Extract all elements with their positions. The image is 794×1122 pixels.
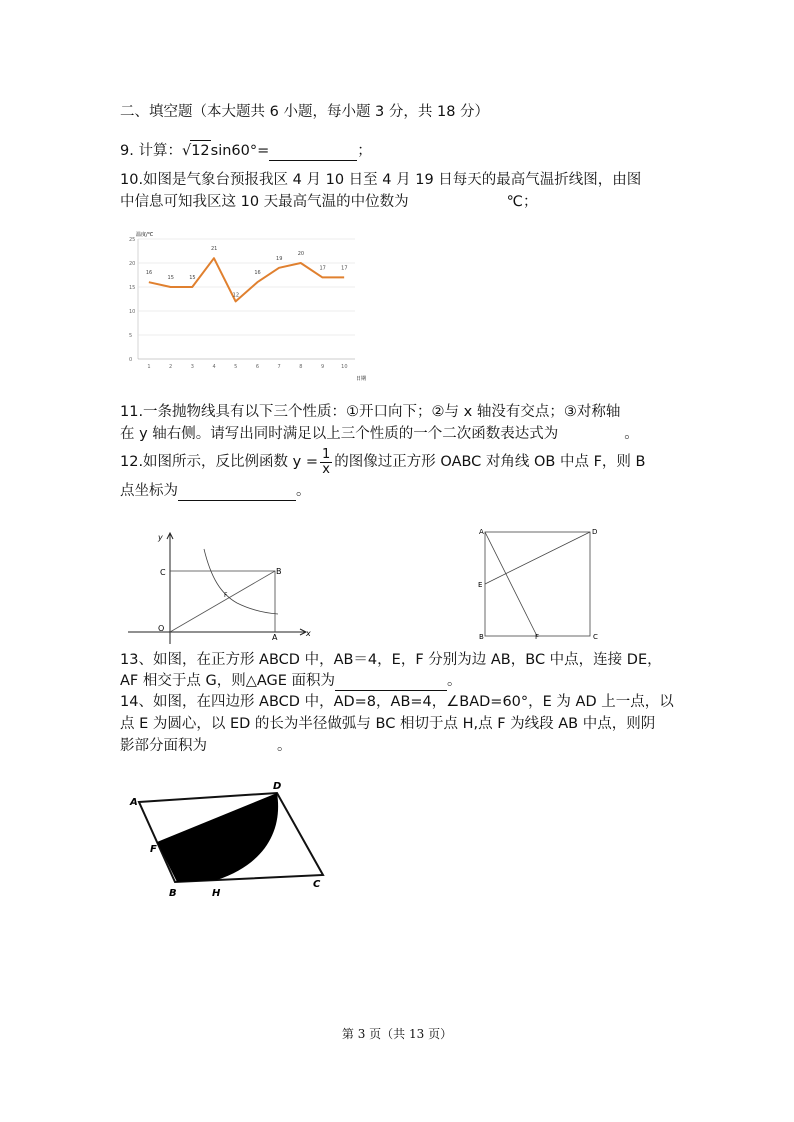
q13-line2-text: AF 相交于点 G，则△AGE 面积为 [120, 673, 336, 689]
fig13-square [485, 532, 590, 636]
question-9 [120, 140, 372, 161]
chart-series-line [149, 255, 344, 301]
q12-end: 。 [296, 483, 311, 499]
chart-x-tick-label: 1 [147, 364, 151, 370]
fig13-label-d: D [592, 528, 598, 536]
fig14-label-f: F [150, 844, 157, 855]
q12-prefix: 12.如图所示，反比例函数 y = [120, 454, 319, 470]
q14-line3-text: 影部分面积为 [120, 738, 207, 754]
chart-data-label: 15 [189, 275, 196, 281]
figure-14-parallelogram [125, 780, 335, 900]
figure-13-square [475, 525, 600, 640]
question-14-line2: 点 E 为圆心，以 ED 的长为半径做弧与 BC 相切于点 H,点 F 为线段 AB 中点，则阴 [120, 716, 656, 732]
fig13-label-a: A [479, 528, 484, 536]
fig12-label-f: F [224, 592, 228, 599]
chart-data-label: 19 [276, 255, 283, 262]
chart-x-tick-label: 2 [169, 364, 173, 370]
chart-y-tick-label: 15 [129, 285, 136, 291]
q13-end: 。 [447, 673, 462, 689]
fig13-label-e: E [478, 581, 483, 589]
fig14-label-c: C [313, 879, 321, 890]
q13-answer-blank [335, 674, 447, 691]
q12-frac-den: x [322, 461, 330, 477]
q9-prefix: 计算： [138, 143, 182, 159]
q9-radicand: 12 [190, 140, 210, 161]
fig14-label-d: D [273, 781, 282, 792]
fig13-label-f: F [535, 633, 540, 641]
q12-fraction [320, 448, 332, 477]
chart-y-tick-label: 20 [129, 261, 136, 267]
chart-x-tick-label: 5 [234, 364, 238, 370]
sqrt-symbol: √ [181, 143, 192, 159]
chart-y-tick-label: 10 [129, 309, 136, 315]
chart-x-tick-label: 8 [299, 364, 303, 370]
q12-line2-text: 点坐标为 [120, 483, 178, 499]
q9-func: sin60° [210, 143, 258, 159]
q12-suffix: 的图像过正方形 OABC 对角线 OB 中点 F，则 B [334, 454, 646, 470]
chart-data-label: 17 [341, 265, 348, 272]
question-14-line3 [120, 736, 292, 756]
question-14-line1: 14、如图，在四边形 ABCD 中，AD=8，AB=4，∠BAD=60°，E 为 AD 上一点，以 [120, 694, 674, 710]
q11-line2-text: 在 y 轴右侧。请写出同时满足以上三个性质的一个二次函数表达式为 [120, 426, 559, 442]
chart-ylabel: 温度/℃ [136, 232, 154, 238]
chart-x-tick-label: 9 [320, 364, 325, 370]
question-11-line1: 11.一条抛物线具有以下三个性质：①开口向下；②与 x 轴没有交点；③对称轴 [120, 404, 621, 420]
q10-unit: ℃； [506, 194, 538, 210]
question-11-line2 [120, 424, 639, 444]
fig14-label-a: A [130, 797, 138, 808]
question-13-line1: 13、如图，在正方形 ABCD 中，AB＝4，E，F 分别为边 AB，BC 中点，连接 DE， [120, 652, 662, 668]
figure-12-hyperbola [125, 528, 325, 648]
fig13-segment-af [485, 532, 537, 636]
q12-frac-num: 1 [322, 446, 331, 462]
chart-x-tick-label: 3 [190, 364, 194, 370]
fig12-label-x: x [306, 629, 311, 638]
fig12-hyperbola-curve [204, 549, 278, 614]
chart-x-tick-label: 4 [212, 364, 216, 370]
fig12-label-a: A [272, 633, 278, 642]
page-footer: 第 3 页（共 13 页） [341, 1027, 453, 1041]
question-13-line2 [120, 671, 462, 691]
question-12-line1 [120, 446, 646, 478]
q9-answer-blank [269, 144, 357, 161]
temperature-line-chart [120, 225, 367, 385]
fig14-label-b: B [169, 888, 177, 899]
chart-y-tick-label: 25 [129, 237, 136, 243]
fig12-label-y: y [158, 533, 163, 542]
q9-number: 9. [120, 143, 134, 159]
question-12-line2 [120, 481, 311, 501]
q9-end: ； [357, 143, 372, 159]
fig12-diagonal-ob [170, 571, 275, 632]
fig12-label-o: O [158, 624, 165, 633]
chart-data-label: 15 [167, 275, 174, 281]
q14-end: 。 [277, 738, 292, 754]
chart-xlabel: 日期 [356, 376, 367, 382]
chart-y-tick-label: 5 [129, 333, 133, 339]
fig13-segment-de [485, 532, 590, 584]
chart-data-label: 17 [319, 265, 326, 272]
fig12-label-b: B [276, 567, 282, 576]
chart-x-tick-label: 7 [277, 364, 281, 370]
fig14-shaded-region [157, 793, 278, 882]
chart-data-label: 16 [145, 270, 153, 277]
fig12-label-c: C [160, 568, 166, 577]
q9-equals: = [257, 143, 270, 159]
question-10-line1: 10.如图是气象台预报我区 4 月 10 日至 4 月 19 日每天的最高气温折线图，由图 [120, 172, 642, 188]
chart-data-label: 21 [210, 246, 218, 253]
chart-x-tick-label: 6 [255, 364, 260, 370]
chart-data-label: 16 [254, 270, 261, 277]
fig14-label-h: H [212, 888, 221, 899]
chart-data-label: 12 [232, 292, 240, 299]
q10-line2-text: 中信息可知我区这 10 天最高气温的中位数为 [120, 194, 409, 210]
section-title: 二、填空题（本大题共 6 小题，每小题 3 分，共 18 分） [120, 104, 490, 120]
chart-data-label: 20 [297, 251, 305, 257]
fig13-label-b: B [479, 633, 484, 641]
chart-x-tick-label: 10 [341, 364, 348, 370]
fig13-label-c: C [593, 633, 598, 641]
question-10-line2 [120, 192, 537, 212]
q12-answer-blank [178, 484, 296, 501]
chart-y-tick-label: 0 [129, 357, 133, 363]
q11-end: 。 [624, 426, 639, 442]
